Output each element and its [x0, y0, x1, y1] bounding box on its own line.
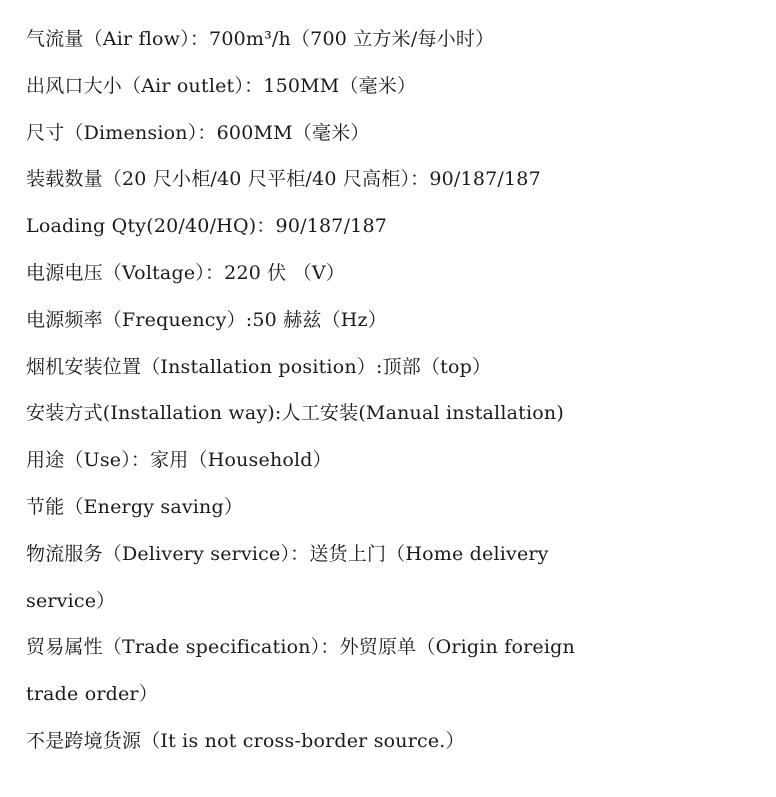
spec-line-loading-qty: Loading Qty(20/40/HQ)：90/187/187 [26, 215, 388, 238]
spec-line-trade-specification-cont: trade order） [26, 683, 158, 706]
spec-line-cross-border: 不是跨境货源（It is not cross-border source.） [26, 729, 465, 752]
spec-line-dimension: 尺寸（Dimension）：600MM（毫米） [26, 121, 370, 144]
spec-line-energy-saving: 节能（Energy saving） [26, 495, 244, 518]
spec-line-air-outlet: 出风口大小（Air outlet）：150MM（毫米） [26, 74, 417, 97]
spec-line-air-flow: 气流量（Air flow）：700m³/h（700 立方米/每小时） [26, 28, 495, 50]
spec-line-voltage: 电源电压（Voltage）：220 伏 （V） [26, 261, 346, 284]
spec-line-delivery-service-cont: service） [26, 589, 116, 612]
spec-line-installation-position: 烟机安装位置（Installation position）:顶部（top） [26, 355, 492, 378]
spec-document [26, 24, 756, 773]
spec-line-trade-specification: 贸易属性（Trade specification）：外贸原单（Origin foreign [26, 636, 575, 659]
spec-line-delivery-service: 物流服务（Delivery service）：送货上门（Home delivery [26, 542, 549, 565]
spec-line-frequency: 电源频率（Frequency）:50 赫兹（Hz） [26, 308, 387, 331]
spec-line-use: 用途（Use）：家用（Household） [26, 449, 332, 472]
spec-line-loading-cn: 装载数量（20 尺小柜/40 尺平柜/40 尺高柜）：90/187/187 [26, 168, 541, 191]
spec-line-installation-way: 安装方式(Installation way):人工安装(Manual installation) [26, 402, 564, 425]
